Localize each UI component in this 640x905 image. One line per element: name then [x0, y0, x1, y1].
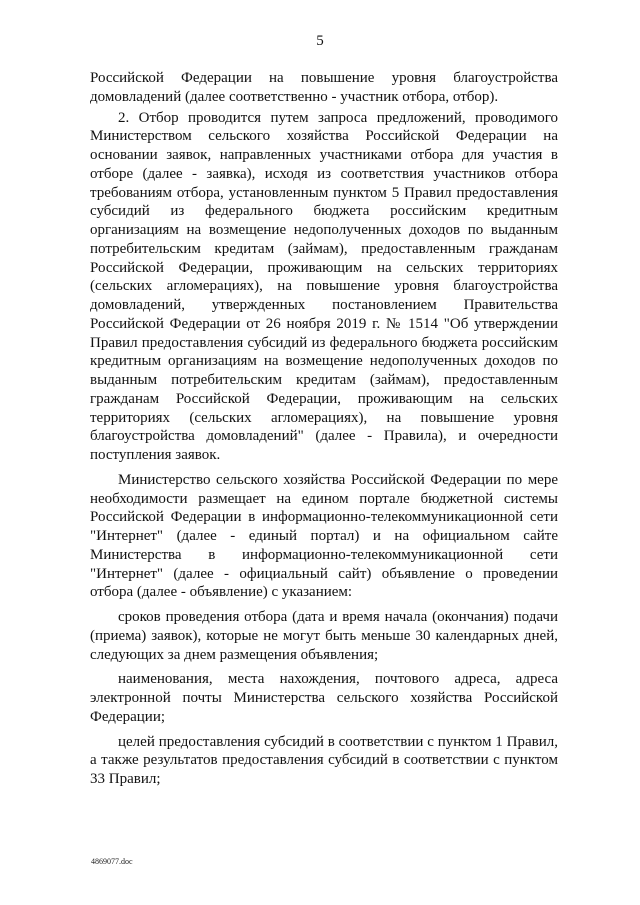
paragraph-announcement: Министерство сельского хозяйства Российской Федерации по мере необходимости размещает на едином портале бюджетной системы Российской Федерации в информационно-телекоммуникационной сети "Интернет" (далее - единый портал) и на официальном сайте Министерства в информационно-телекоммуникационной сети "Интернет" (далее - официальный сайт) объявление о проведении отбора (далее - объявление) с указанием: [90, 471, 558, 601]
footer-file-code: 4869077.doc [91, 857, 133, 866]
paragraph-item-2: 2. Отбор проводится путем запроса предложений, проводимого Министерством сельского хозяйства Российской Федерации на основании заявок, направленных участниками отбора для участия в отборе (далее - заявка), исходя из соответствия участников отбора требованиям отбора, установленным пунктом 5 Правил предоставления субсидий из федерального бюджета российским кредитным организациям на возмещение недополученных доходов по выданным потребительским кредитам (займам), предоставленным гражданам Российской Федерации, проживающим на сельских территориях (сельских агломерациях), на повышение уровня благоустройства домовладений, утвержденных постановлением Правительства Российской Федерации от 26 ноября 2019 г. № 1514 "Об утверждении Правил предоставления субсидий из федерального бюджета российским кредитным организациям на возмещение недополученных доходов по выданным потребительским кредитам (займам), предоставленным гражданам Российской Федерации, проживающим на сельских территориях (сельских агломерациях), на повышение уровня благоустройства домовладений" (далее - Правила), и очередности поступления заявок. [90, 109, 558, 463]
paragraph-continuation: Российской Федерации на повышение уровня благоустройства домовладений (далее соответственно - участник отбора, отбор). [90, 70, 558, 105]
paragraph-deadlines: сроков проведения отбора (дата и время начала (окончания) подачи (приема) заявок), которые не могут быть меньше 30 календарных дней, следующих за днем размещения объявления; [90, 609, 558, 663]
paragraph-ministry-contacts: наименования, места нахождения, почтового адреса, адреса электронной почты Министерства сельского хозяйства Российской Федерации; [90, 671, 558, 725]
page-number: 5 [316, 33, 324, 49]
document-body [90, 69, 558, 789]
paragraph-subsidy-goals: целей предоставления субсидий в соответствии с пунктом 1 Правил, а также результатов предоставления субсидий в соответствии с пунктом 33 Правил; [90, 733, 558, 787]
